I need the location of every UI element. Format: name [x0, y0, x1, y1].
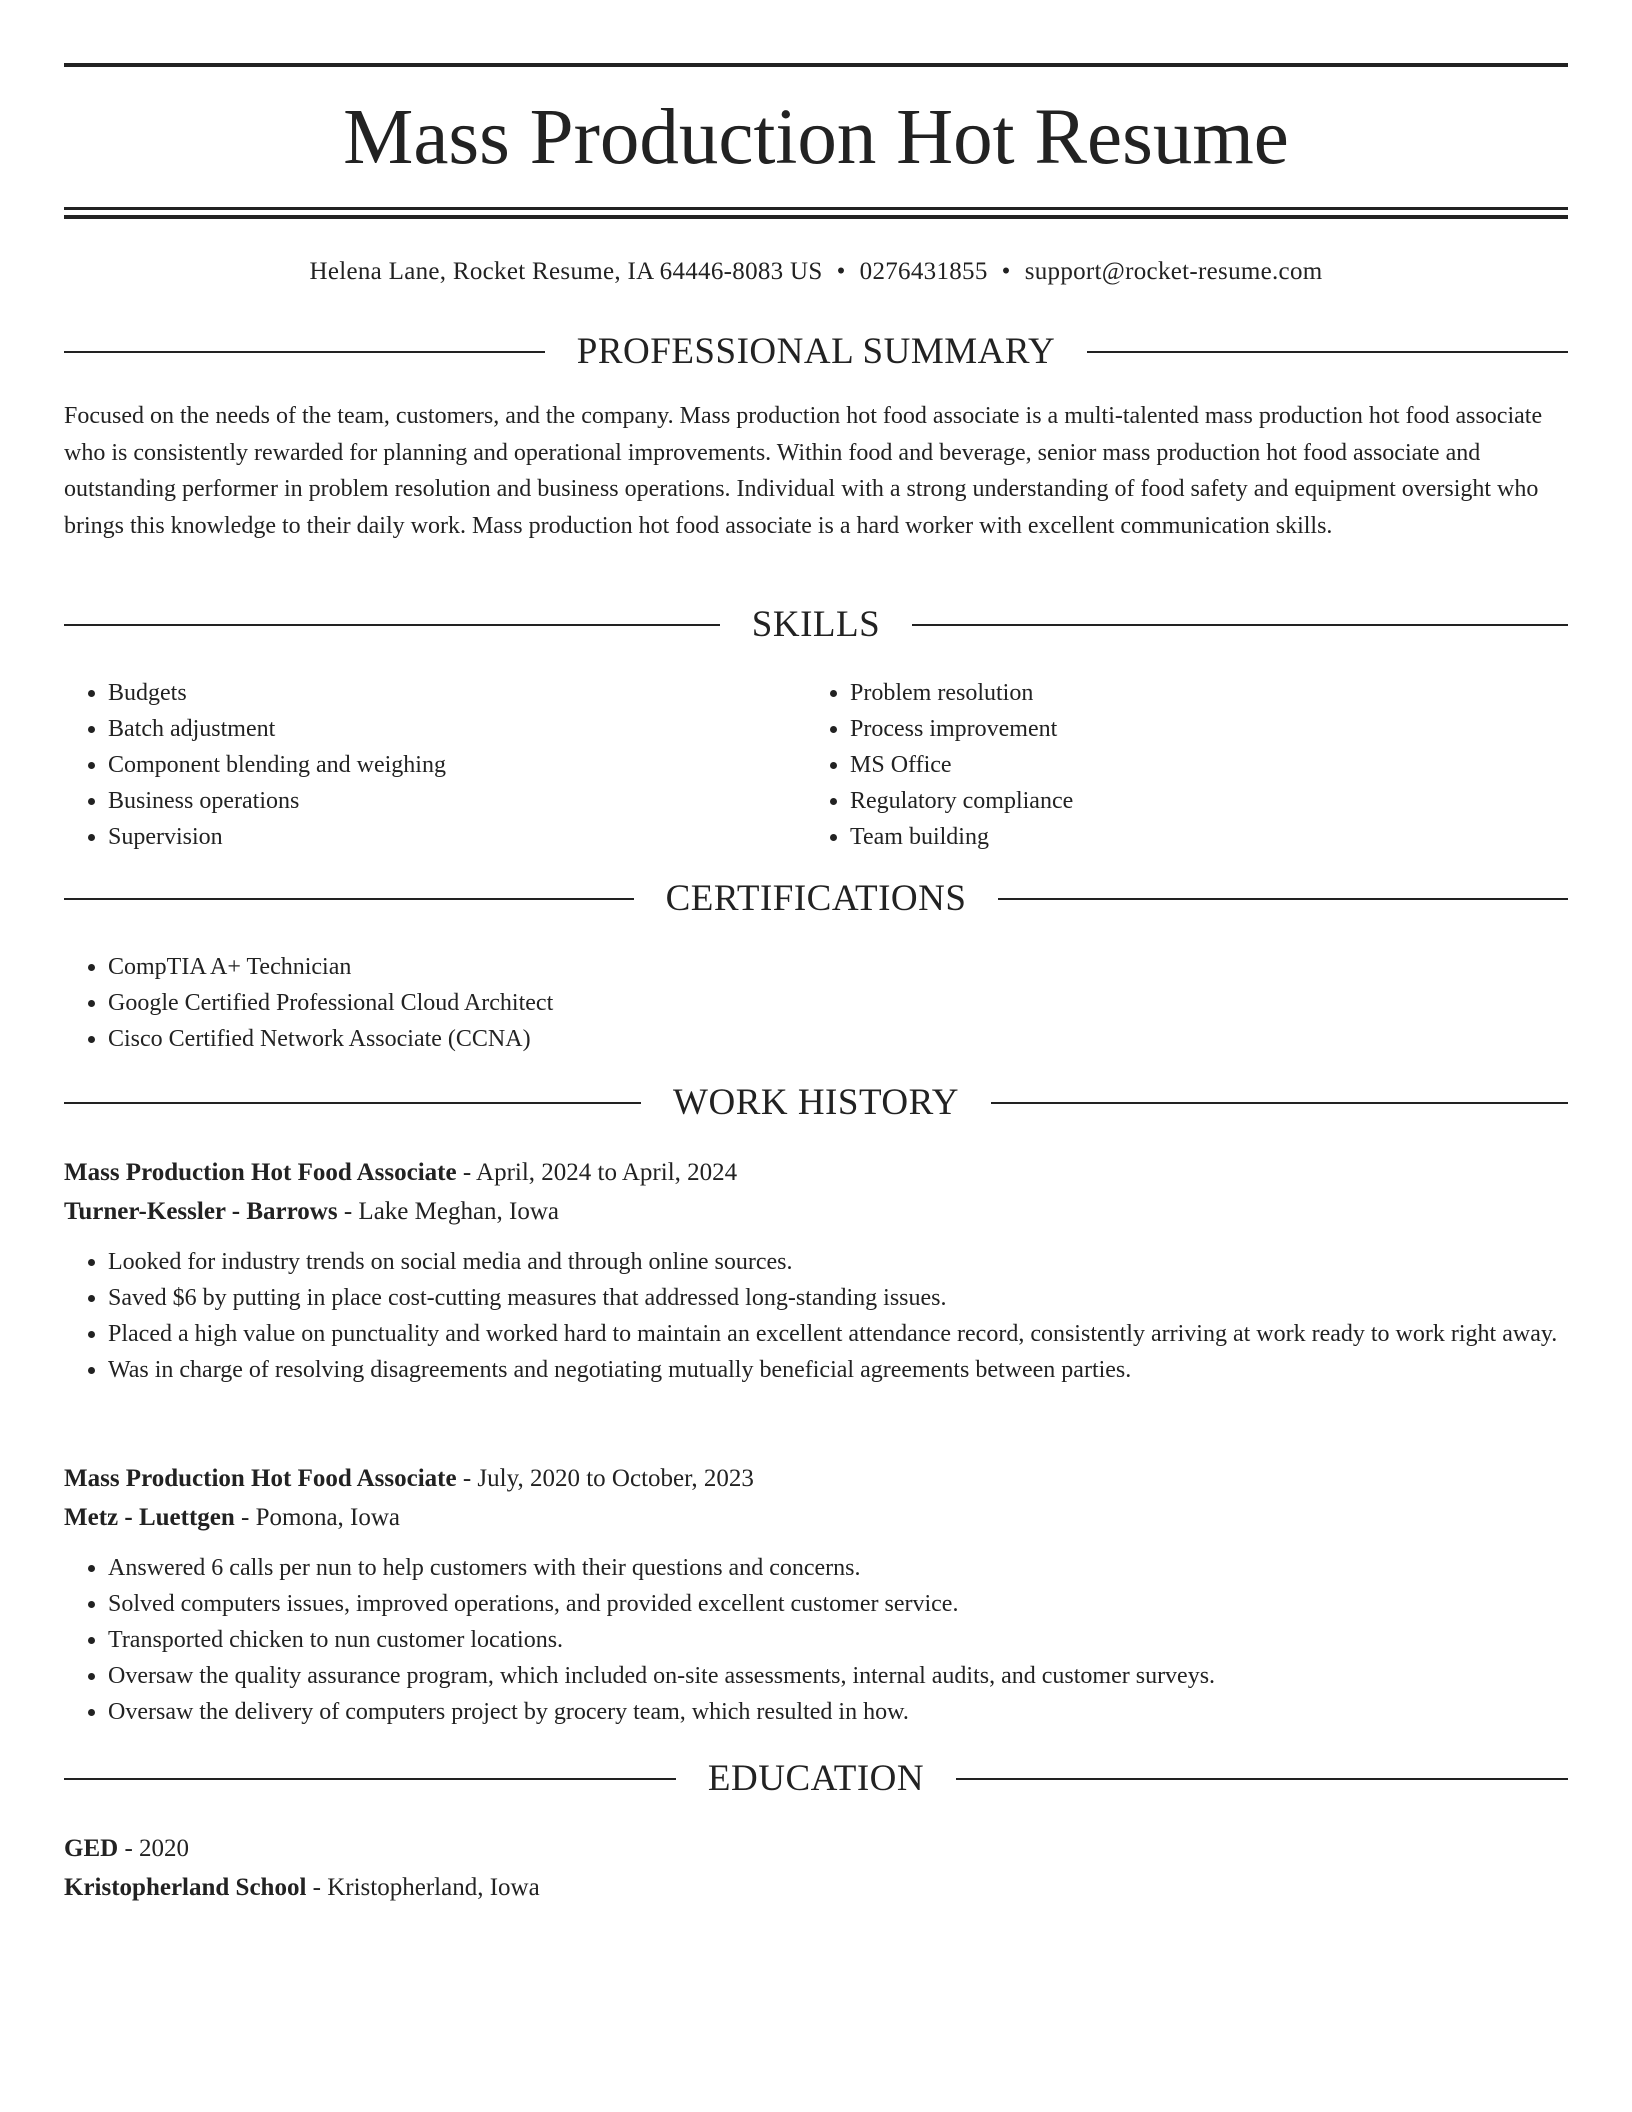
job-entry [64, 1459, 1568, 1730]
job-company-line [64, 1192, 1568, 1231]
certification-item: • Google Certified Professional Cloud Architect [108, 985, 1568, 1021]
summary-section-header [64, 330, 1568, 374]
job-company: Metz - Luettgen [64, 1504, 235, 1531]
job-location: - Pomona, Iowa [234, 1504, 401, 1531]
job-bullet: • Saved $6 by putting in place cost-cutting measures that addressed long-standing issues. [108, 1280, 1568, 1316]
contact-email: support@rocket-resume.com [1024, 258, 1323, 285]
job-bullet: • Solved computers issues, improved operations, and provided excellent customer service. [108, 1586, 1568, 1622]
skill-item: • Process improvement [850, 711, 1546, 747]
job-dates: - April, 2024 to April, 2024 [456, 1159, 738, 1186]
job-bullets [64, 1550, 1568, 1730]
skill-item: • Supervision [108, 819, 804, 855]
skill-item: • Budgets [108, 675, 804, 711]
education-entry [64, 1829, 1568, 1907]
job-title-line [64, 1153, 1568, 1192]
certifications-section-header [64, 877, 1568, 921]
title-underline-rule [64, 207, 1568, 210]
job-bullet: • Was in charge of resolving disagreements and negotiating mutually beneficial agreements between parties. [108, 1352, 1568, 1388]
job-dates: - July, 2020 to October, 2023 [456, 1465, 754, 1492]
section-rule-right [912, 624, 1568, 626]
resume-title: Mass Production Hot Resume [343, 94, 1289, 181]
job-bullet: • Oversaw the delivery of computers project by grocery team, which resulted in how. [108, 1694, 1568, 1730]
section-rule-right [1087, 351, 1568, 353]
job-entry [64, 1153, 1568, 1388]
job-bullet: • Looked for industry trends on social media and through online sources. [108, 1244, 1568, 1280]
skill-item: • Batch adjustment [108, 711, 804, 747]
contact-separator: • [1001, 258, 1011, 285]
summary-text: Focused on the needs of the team, customers, and the company. Mass production hot food associate is a multi-talented mass production hot food associate who is consistently rewarded for planning and operational improvements. Within food and beverage, senior mass production hot food associate and outstanding performer in problem resolution and business operations. Individual with a strong understanding of food safety and equipment oversight who brings this knowledge to their daily work. Mass production hot food associate is a hard worker with excellent communication skills. [64, 403, 1543, 539]
skills-column-right [806, 675, 1546, 855]
contact-phone: 0276431855 [859, 258, 988, 285]
education-degree-line [64, 1829, 1568, 1868]
section-rule-right [991, 1102, 1568, 1104]
skills-column-left [64, 675, 804, 855]
skill-item: • Business operations [108, 783, 804, 819]
skill-item: • Component blending and weighing [108, 747, 804, 783]
certification-item: • CompTIA A+ Technician [108, 949, 1568, 985]
job-location: - Lake Meghan, Iowa [337, 1198, 560, 1225]
education-year: - 2020 [118, 1835, 190, 1862]
education-school: Kristopherland School [64, 1874, 307, 1901]
skills-heading: SKILLS [751, 604, 881, 645]
education-location: - Kristopherland, Iowa [306, 1874, 540, 1901]
certification-item: • Cisco Certified Network Associate (CCNA) [108, 1021, 1568, 1057]
education-heading: EDUCATION [707, 1758, 925, 1799]
section-rule-left [64, 1102, 641, 1104]
job-bullets [64, 1244, 1568, 1388]
skill-item: • Problem resolution [850, 675, 1546, 711]
job-title: Mass Production Hot Food Associate [64, 1465, 457, 1492]
skill-item: • Team building [850, 819, 1546, 855]
contact-line [64, 252, 1568, 292]
job-title-line [64, 1459, 1568, 1498]
job-bullet: • Placed a high value on punctuality and worked hard to maintain an excellent attendance record, consistently arriving at work ready to work right away. [108, 1316, 1568, 1352]
education-section-header [64, 1757, 1568, 1801]
summary-heading: PROFESSIONAL SUMMARY [576, 331, 1056, 372]
skill-item: • Regulatory compliance [850, 783, 1546, 819]
certifications-list [64, 949, 1568, 1057]
contact-separator: • [836, 258, 846, 285]
education-school-line [64, 1868, 1568, 1907]
section-rule-right [956, 1778, 1568, 1780]
section-rule-left [64, 898, 634, 900]
section-rule-right [998, 898, 1568, 900]
section-rule-left [64, 351, 545, 353]
work-history-heading: WORK HISTORY [673, 1082, 959, 1123]
job-bullet: • Oversaw the quality assurance program, which included on-site assessments, internal audits, and customer surveys. [108, 1658, 1568, 1694]
job-title: Mass Production Hot Food Associate [64, 1159, 457, 1186]
work-history-section-header [64, 1081, 1568, 1125]
job-company-line [64, 1498, 1568, 1537]
certifications-heading: CERTIFICATIONS [665, 878, 967, 919]
skill-item: • MS Office [850, 747, 1546, 783]
job-bullet: • Answered 6 calls per nun to help customers with their questions and concerns. [108, 1550, 1568, 1586]
title-underline-rule-second [64, 215, 1568, 219]
top-rule [64, 63, 1568, 67]
job-company: Turner-Kessler - Barrows [64, 1198, 338, 1225]
skills-section-header [64, 603, 1568, 647]
contact-address: Helena Lane, Rocket Resume, IA 64446-8083 US [309, 258, 823, 285]
education-degree: GED [64, 1835, 119, 1862]
job-bullet: • Transported chicken to nun customer locations. [108, 1622, 1568, 1658]
section-rule-left [64, 1778, 676, 1780]
section-rule-left [64, 624, 720, 626]
